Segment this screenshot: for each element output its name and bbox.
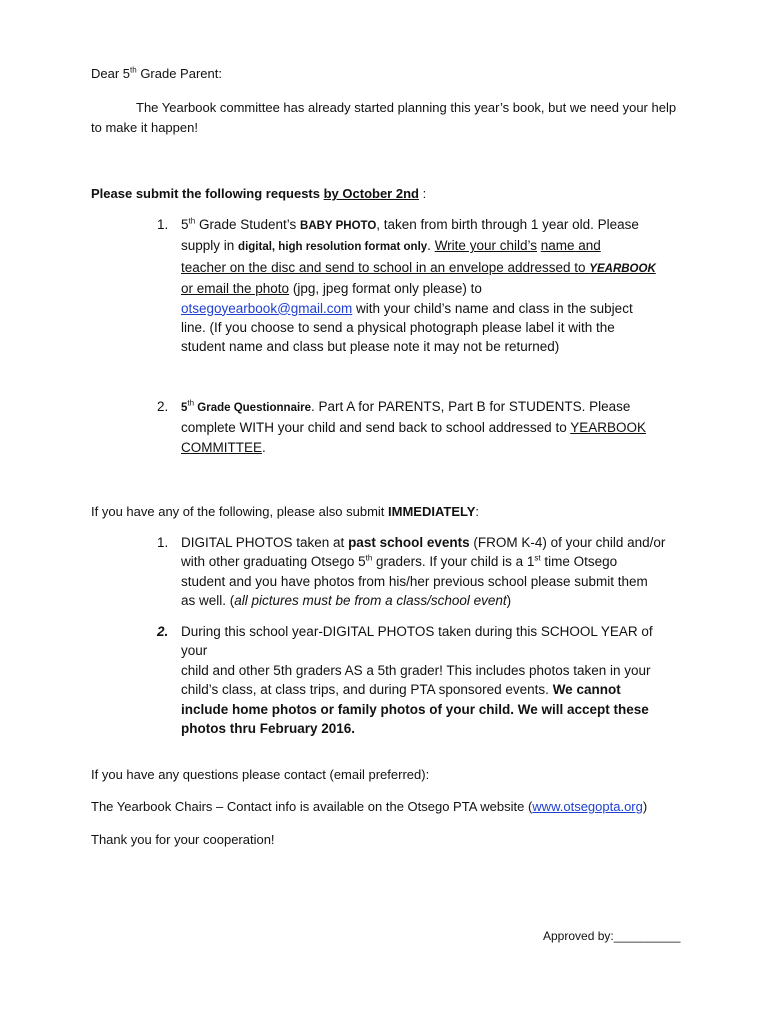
pta-website-link[interactable]: www.otsegopta.org: [532, 799, 643, 814]
approved-by: Approved by:__________: [543, 929, 681, 943]
letter-page: Dear 5th Grade Parent: The Yearbook committee has already started planning this year’s book, but we need your help to make it happen! Please submit the following requests by October 2nd : 1. 5th Grade Student’s BABY PHOTO, taken from birth through 1 year old. Please supply in digital, high resolution format only. Write your child’s name and teacher on the disc and send to school in an envelope addressed to YEARBOOK or email the photo (jpg, jpeg format only please) to otsegoyearbook@gmail.com with your child’s name and class in the subject line. (If you choose to send a physical photograph please label it with the student name and class but please note it may not be returned) 2. 5th Grade Questionnaire. Part A for PARENTS, Part B for STUDENTS. Please complete WITH your child and send back to school addressed to YEARBOOK COMMITTEE. If you have any of the following, please also submit IMMEDIATELY: 1. DIGITAL PHOTOS taken at past school events (FROM K-4) of your child and/or with other graduating Otsego 5th graders. If your child is a 1st time Otsego student and you have photos from his/her previous school please submit them as well. (all pictures must be from a class/school event) 2. During this school year-DIGITAL PHOTOS taken during this SCHOOL YEAR of your child and other 5th graders AS a 5th grader! This includes photos taken in your child’s class, at class trips, and during PTA sponsored events. We cannot include home photos or family photos of your child. We will accept these photos thru February 2016. If you have any questions please contact (email preferred): The Yearbook Chairs – Contact info is available on the Otsego PTA website (www.otsegopta.org) Thank you for your cooperation! Approved by:__________: [0, 0, 770, 1024]
yearbook-email-link[interactable]: otsegoyearbook@gmail.com: [181, 300, 353, 316]
also-heading: If you have any of the following, please also submit IMMEDIATELY:: [91, 504, 480, 519]
request-heading: Please submit the following requests by October 2nd :: [91, 186, 427, 201]
chairs-line: The Yearbook Chairs – Contact info is available on the Otsego PTA website (www.otsegopta.org): [91, 799, 648, 814]
intro-line-2: to make it happen!: [91, 120, 198, 135]
greeting: Dear 5th Grade Parent:: [91, 65, 222, 81]
questions-line: If you have any questions please contact (email preferred):: [91, 767, 430, 782]
intro-line-1: The Yearbook committee has already started planning this year’s book, but we need your help: [136, 100, 677, 115]
thanks-line: Thank you for your cooperation!: [91, 832, 275, 847]
